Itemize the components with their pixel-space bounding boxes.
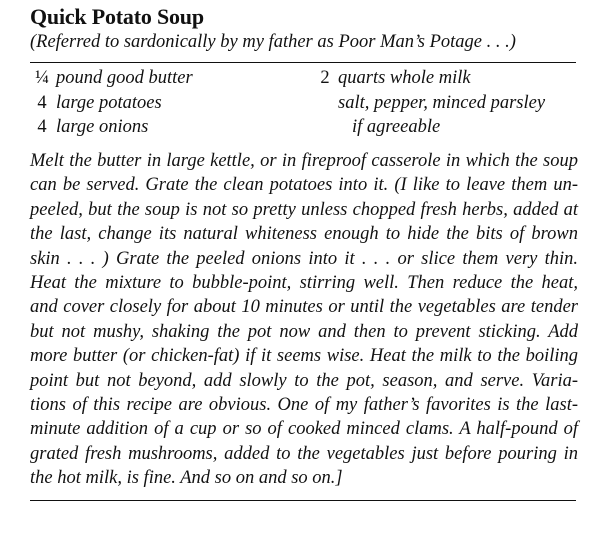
- instruction-line: point but not beyond, add slowly to the pot, season, and serve. Varia-: [30, 370, 578, 391]
- instruction-line: grated fresh mushrooms, added to the vegetables just before pouring in: [30, 443, 578, 464]
- ingredient-column-right: [314, 66, 545, 140]
- instruction-line: Heat the mixture to bubble-point, stirring well. Then reduce the heat,: [30, 272, 578, 293]
- instruction-line: the hot milk, is fine. And so on and so on.]: [30, 468, 343, 489]
- ingredient-quantity: 4: [37, 92, 47, 113]
- ingredient-item: [314, 66, 545, 91]
- ingredient-name: pound good butter: [56, 68, 193, 88]
- ingredient-name: salt, pepper, minced parsley: [338, 92, 546, 113]
- ingredient-list: [30, 66, 578, 140]
- instruction-line: tions of this recipe are obvious. One of my father’s favorites is the last-: [30, 394, 578, 415]
- bottom-divider: [30, 500, 576, 501]
- ingredient-quantity: 4: [37, 117, 47, 137]
- ingredient-quantity: ¼: [35, 68, 49, 88]
- recipe-title: Quick Potato Soup: [30, 4, 204, 29]
- instruction-line: minute addition of a cup or so of cooked minced clams. A half-pound of: [30, 419, 578, 440]
- instruction-line: and cover closely for about 10 minutes or until the vegetables are tender: [30, 297, 578, 318]
- instruction-line: peeled, but the soup is not so pretty unless chopped fresh herbs, added at: [30, 199, 578, 220]
- instruction-line: but not mushy, shaking the pot now and then to prevent sticking. Add: [30, 321, 578, 342]
- ingredient-item: [30, 66, 193, 91]
- instruction-line: more butter (or chicken-fat) if it seems wise. Heat the milk to the boiling: [30, 346, 578, 367]
- instruction-line: skin . . . ) Grate the peeled onions into it . . . or slice them very thin.: [30, 248, 578, 269]
- ingredient-name: large onions: [56, 117, 149, 137]
- ingredient-item: [30, 115, 193, 140]
- recipe-subtitle: (Referred to sardonically by my father as Poor Man’s Potage . . .): [30, 32, 516, 52]
- instruction-line: can be served. Grate the clean potatoes into it. (I like to leave them un-: [30, 175, 578, 196]
- recipe-page: [30, 4, 578, 501]
- instruction-line: the last, change its natural whiteness enough to hide the bits of brown: [30, 224, 578, 245]
- ingredient-name: quarts whole milk: [338, 68, 471, 88]
- ingredient-name: large potatoes: [56, 92, 162, 113]
- ingredient-quantity: 2: [320, 68, 330, 88]
- ingredient-item: [30, 91, 193, 116]
- instruction-line: Melt the butter in large kettle, or in fireproof casserole in which the soup: [30, 151, 578, 171]
- ingredient-item: [314, 91, 545, 116]
- top-divider: [30, 62, 576, 63]
- ingredient-item: [314, 115, 545, 140]
- ingredient-column-left: [30, 66, 193, 140]
- recipe-instructions: [30, 149, 578, 490]
- ingredient-name: if agreeable: [352, 117, 441, 137]
